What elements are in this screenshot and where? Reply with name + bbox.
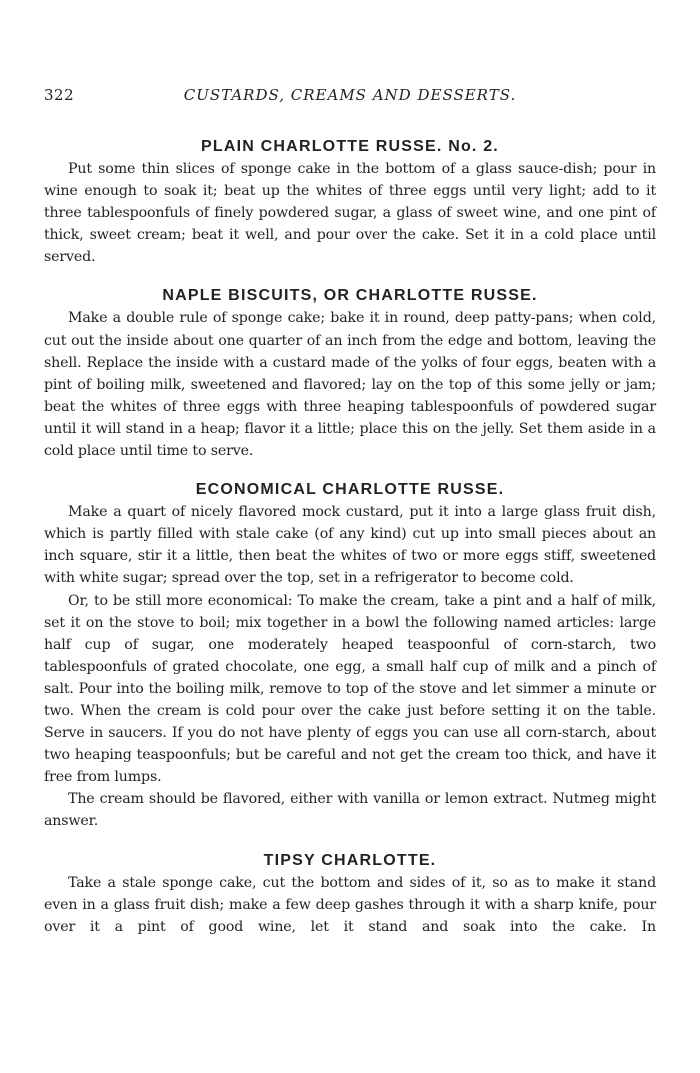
running-head [44, 84, 656, 108]
paragraph: Put some thin slices of sponge cake in the bottom of a glass sauce-dish; pour in wine enough to soak it; beat up the whites of three eggs until very light; add to it three tablespoonfuls of finely powdered sugar, a glass of sweet wine, and one pint of thick, sweet cream; beat it well, and pour over the cake. Set it in a cold place until served. [44, 161, 656, 266]
section-heading-tipsy-charlotte: TIPSY CHARLOTTE. [263, 851, 437, 869]
section-heading-naple-biscuits: NAPLE BISCUITS, OR CHARLOTTE RUSSE. [162, 287, 538, 305]
paragraph: The cream should be flavored, either with vanilla or lemon extract. Nutmeg might answer. [44, 791, 656, 830]
section-heading-plain-charlotte-russe: PLAIN CHARLOTTE RUSSE. No. 2. [201, 138, 499, 155]
paragraph: Make a double rule of sponge cake; bake it in round, deep patty-pans; when cold, cut out the inside about one quarter of an inch from the edge and bottom, leaving the shell. Replace the inside with a custard made of the yolks of four eggs, beaten with a pint of boiling milk, sweetened and flavored; lay on the top of this some jelly or jam; beat the whites of three eggs with three heaping tablespoonfuls of powdered sugar until it will stand in a heap; flavor it a little; place this on the jelly. Set them aside in a cold place until time to serve. [44, 310, 656, 460]
paragraph: Take a stale sponge cake, cut the bottom and sides of it, so as to make it stand even in a glass fruit dish; make a few deep gashes through it with a sharp knife, pour over it a pint of good wine, let it stand and soak into the cake. In [44, 874, 656, 935]
section-heading-economical-charlotte-russe: ECONOMICAL CHARLOTTE RUSSE. [195, 481, 505, 499]
paragraph: Or, to be still more economical: To make the cream, take a pint and a half of milk, set it on the stove to boil; mix together in a bowl the following named articles: large half cup of sugar, one moderately heaped teaspoonful of corn-starch, two tablespoonfuls of grated chocolate, one egg, a small half cup of milk and a pinch of salt. Pour into the boiling milk, remove to top of the stove and let simmer a minute or two. When the cream is cold pour over the cake just before setting it on the table. Serve in saucers. If you do not have plenty of eggs you can use all corn-starch, about two heaping teaspoonfuls; but be careful and not get the cream too thick, and have it free from lumps. [44, 592, 656, 786]
paragraph: Make a quart of nicely flavored mock custard, put it into a large glass fruit dish, which is partly filled with stale cake (of any kind) cut up into small pieces about an inch square, stir it a little, then beat the whites of two or more eggs stiff, sweetened with white sugar; spread over the top, set in a refrigerator to become cold. [44, 504, 656, 587]
running-title: CUSTARDS, CREAMS AND DESSERTS. [183, 86, 517, 104]
book-page [44, 84, 656, 938]
page-number: 322 [44, 86, 75, 104]
